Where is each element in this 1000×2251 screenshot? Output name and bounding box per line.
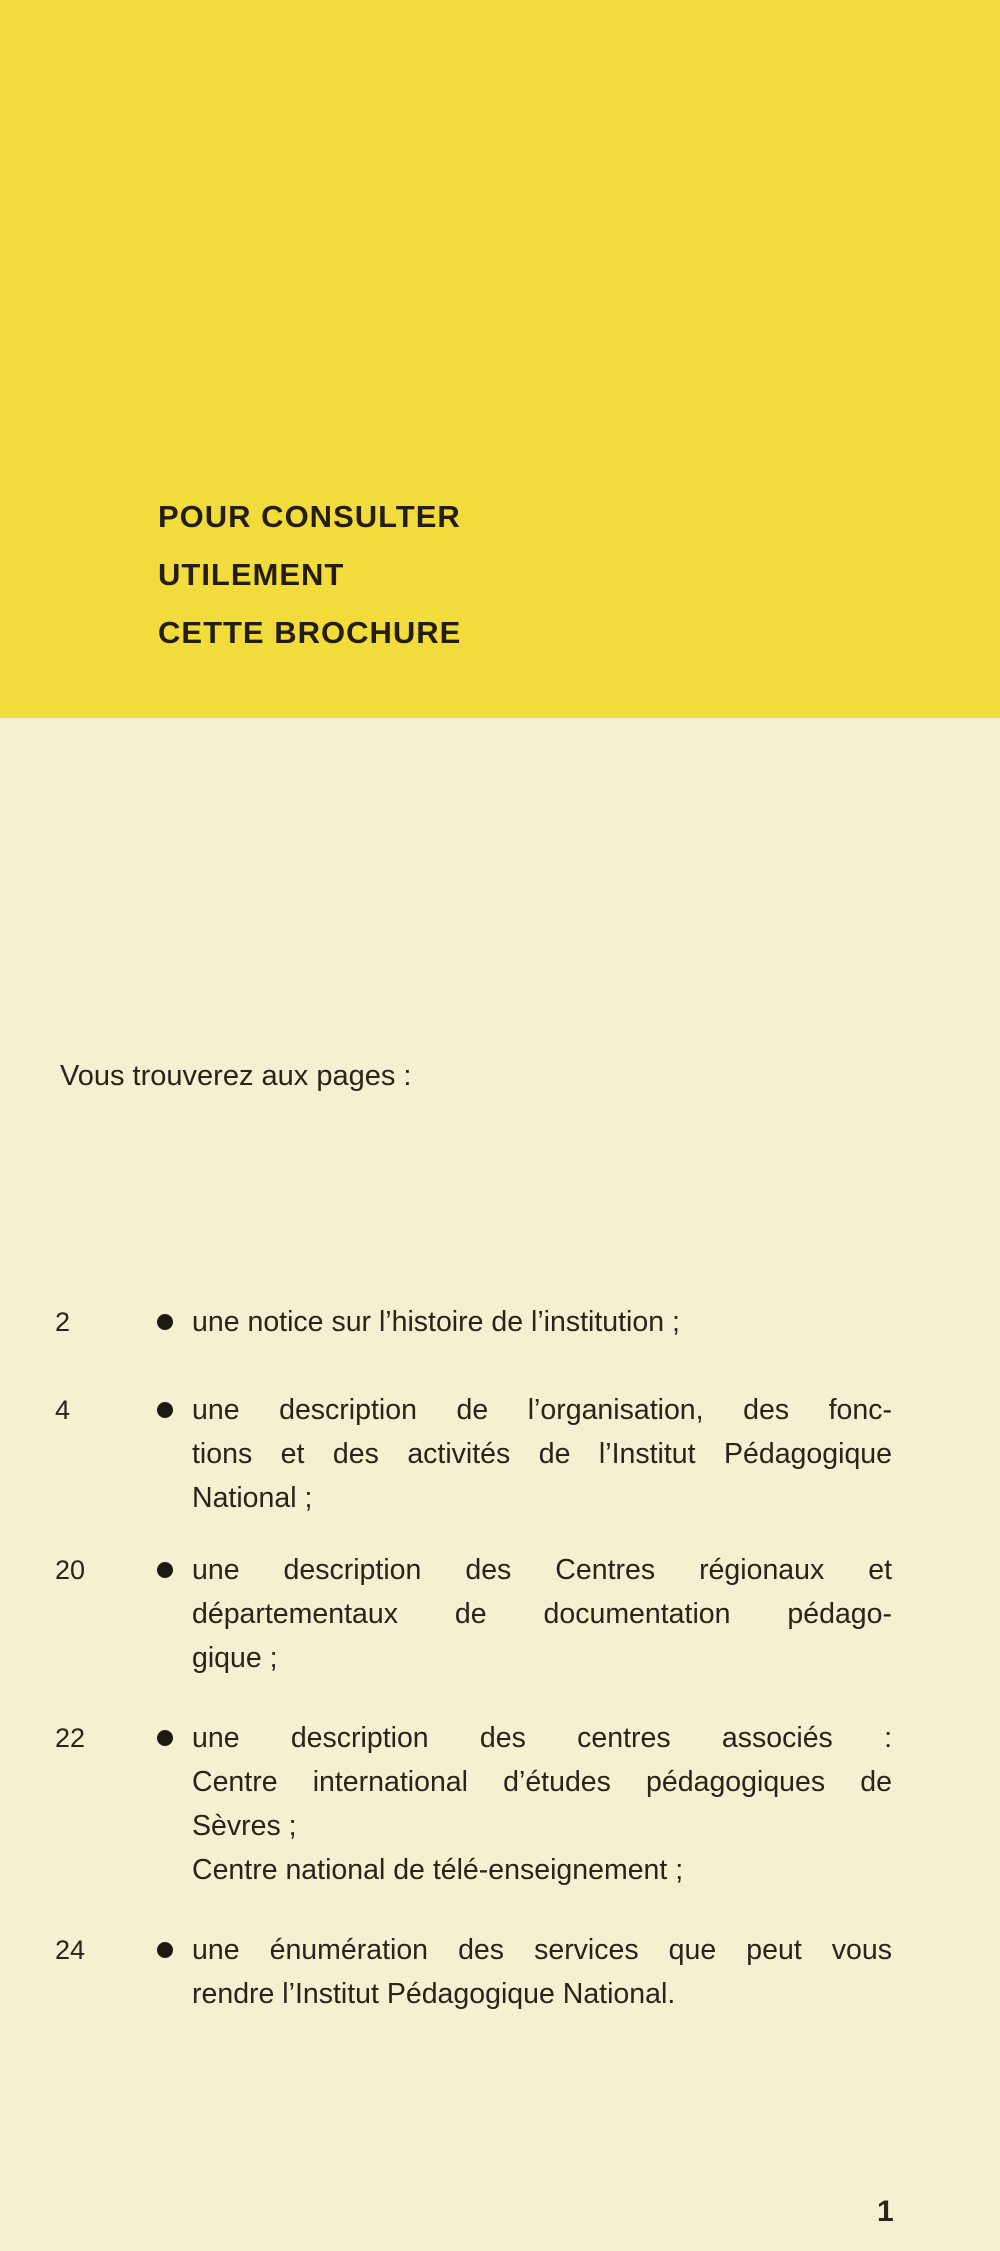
entry-text — [192, 1928, 892, 2016]
entry-line: National ; — [192, 1482, 313, 1514]
entry-text — [192, 1300, 892, 1344]
entry-text — [192, 1388, 892, 1520]
entry-line: rendre l’Institut Pédagogique National. — [192, 1978, 676, 2010]
title-line-2: UTILEMENT — [158, 557, 345, 592]
page-ref: 2 — [55, 1307, 71, 1337]
page-title — [158, 488, 461, 662]
bullet-icon — [157, 1730, 173, 1746]
entry-line: gique ; — [192, 1642, 278, 1674]
entry-line: une notice sur l’histoire de l’institution ; — [192, 1306, 680, 1338]
entry-line: Centre international d’études pédagogiques de — [192, 1766, 892, 1798]
page-ref: 4 — [55, 1395, 71, 1425]
entry-text — [192, 1716, 892, 1892]
yellow-header-band — [0, 0, 1000, 718]
entry-line: départementaux de documentation pédago- — [192, 1598, 892, 1630]
bullet-icon — [157, 1314, 173, 1330]
bullet-icon — [157, 1562, 173, 1578]
entry-line: Centre national de télé-enseignement ; — [192, 1854, 684, 1886]
entry-line: une description des centres associés : — [192, 1722, 892, 1754]
intro-text: Vous trouverez aux pages : — [60, 1060, 412, 1092]
bullet-icon — [157, 1402, 173, 1418]
page-ref: 20 — [55, 1555, 86, 1585]
page-number: 1 — [877, 2195, 894, 2228]
title-line-1: POUR CONSULTER — [158, 499, 461, 534]
title-line-3: CETTE BROCHURE — [158, 615, 462, 650]
entry-line: tions et des activités de l’Institut Pédagogique — [192, 1438, 892, 1470]
entry-line: une description de l’organisation, des fonc- — [192, 1394, 892, 1426]
page-ref: 22 — [55, 1723, 86, 1753]
entry-line: Sèvres ; — [192, 1810, 297, 1842]
entry-text — [192, 1548, 892, 1680]
bullet-icon — [157, 1942, 173, 1958]
entry-line: une énumération des services que peut vous — [192, 1934, 892, 1966]
page-ref: 24 — [55, 1935, 86, 1965]
entry-line: une description des Centres régionaux et — [192, 1554, 892, 1586]
